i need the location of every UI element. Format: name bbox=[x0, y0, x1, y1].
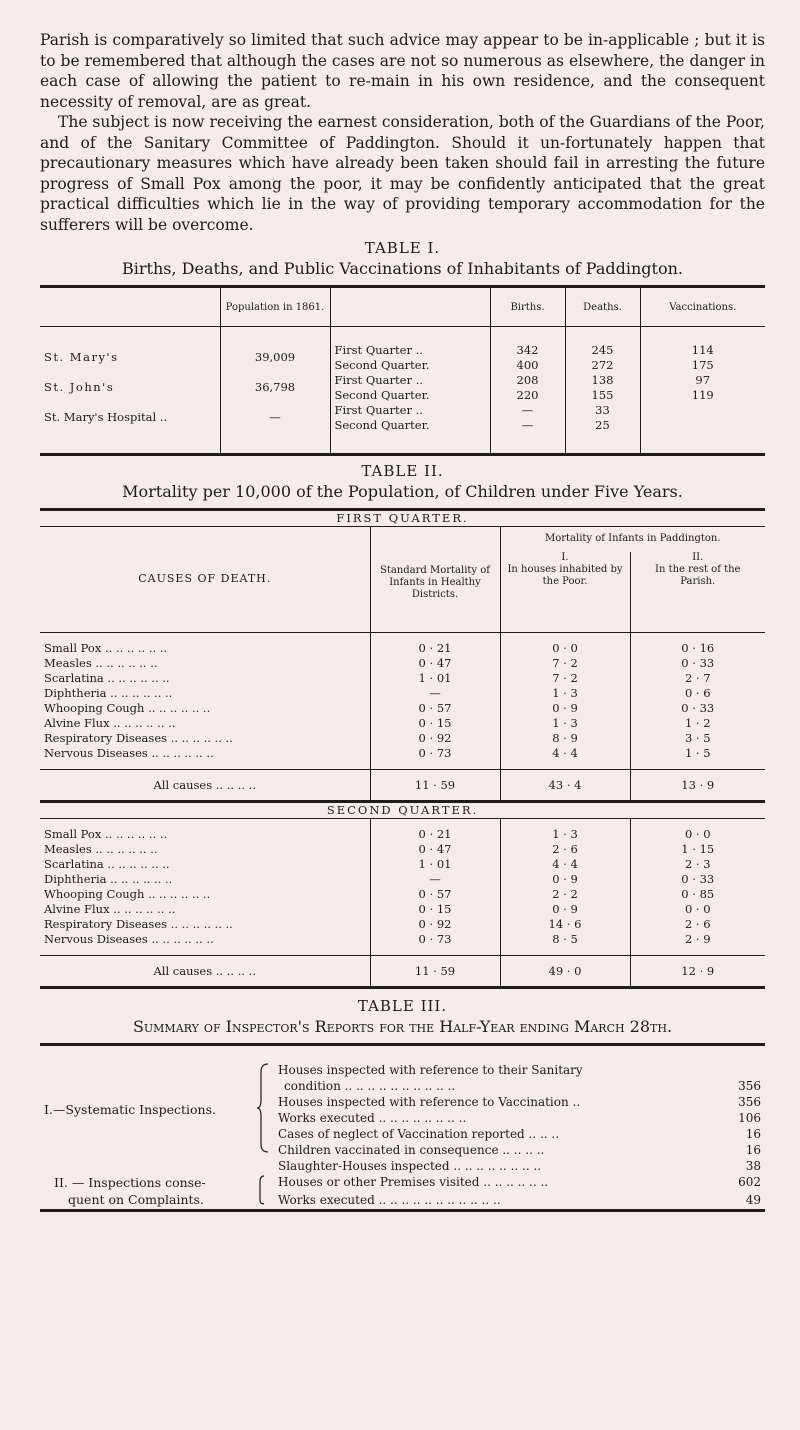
t2-header-col-ii bbox=[630, 552, 765, 632]
t1-population: 39,009 bbox=[220, 342, 330, 372]
t2-cause: Nervous Diseases .. .. .. .. .. .. bbox=[44, 746, 214, 760]
total-row bbox=[40, 955, 765, 987]
t2-header-ii: In the rest of the Parish. bbox=[655, 564, 741, 587]
table-row bbox=[40, 857, 765, 872]
t2-cause: Small Pox .. .. .. .. .. .. bbox=[44, 827, 168, 841]
t1-place: St. John's bbox=[44, 380, 115, 394]
t3-group1-label: I.—Systematic Inspections. bbox=[44, 1102, 216, 1117]
t2-cause: Whooping Cough .. .. .. .. .. .. bbox=[44, 887, 211, 901]
paragraph-1: Parish is comparatively so limited that such advice may appear to be in-applicable ; but it is to be remembered that although the cases are not so numerous as elsewhere, the danger in each case of allowing the patient to re-main in his own residence, and the consequent necessity of removal, are as great. bbox=[40, 31, 765, 111]
table-row bbox=[40, 842, 765, 857]
t2-cause: Nervous Diseases .. .. .. .. .. .. bbox=[44, 932, 214, 946]
t1-vacc: 114 bbox=[640, 342, 765, 357]
t1-vacc: 97 bbox=[640, 372, 765, 387]
t1-births: — bbox=[490, 417, 565, 432]
t2-rest: 2 · 6 bbox=[630, 917, 765, 932]
table1 bbox=[40, 285, 765, 456]
t1-deaths: 25 bbox=[565, 417, 640, 432]
t1-deaths: 138 bbox=[565, 372, 640, 387]
t2-rest: 0 · 85 bbox=[630, 887, 765, 902]
t2-standard: 0 · 57 bbox=[370, 887, 500, 902]
t2-cause: Measles .. .. .. .. .. .. bbox=[44, 656, 158, 670]
t3-value: 356 bbox=[738, 1078, 761, 1093]
t1-header-births: Births. bbox=[490, 287, 565, 327]
table-row bbox=[40, 372, 765, 387]
t1-header-population: Population in 1861. bbox=[220, 287, 330, 327]
t2-rest: 0 · 33 bbox=[630, 701, 765, 716]
table3-group2 bbox=[40, 1158, 765, 1211]
t3-item: Houses inspected with reference to Vaccination .. bbox=[278, 1094, 581, 1109]
t2-rest: 0 · 16 bbox=[630, 641, 765, 656]
t2-poor: 0 · 9 bbox=[500, 701, 630, 716]
t3-item: Slaughter-Houses inspected .. .. .. .. .. .. .. .. bbox=[278, 1158, 542, 1173]
t2-header-group: Mortality of Infants in Paddington. bbox=[500, 526, 765, 552]
t2-standard: 1 · 01 bbox=[370, 857, 500, 872]
t3-value: 16 bbox=[745, 1126, 761, 1141]
table-row bbox=[40, 686, 765, 701]
table2 bbox=[40, 508, 765, 989]
table-row bbox=[40, 342, 765, 357]
t1-deaths: 155 bbox=[565, 387, 640, 402]
t2-header-standard: Standard Mortality of Infants in Healthy Districts. bbox=[370, 526, 500, 632]
table3-title bbox=[40, 1016, 765, 1037]
table-row bbox=[40, 656, 765, 671]
t2-poor: 14 · 6 bbox=[500, 917, 630, 932]
t1-births: 220 bbox=[490, 387, 565, 402]
t2-total-label: All causes .. .. .. .. bbox=[40, 955, 370, 987]
t2-poor: 0 · 9 bbox=[500, 872, 630, 887]
t2-cause: Scarlatina .. .. .. .. .. .. bbox=[44, 857, 170, 871]
t3-item: Cases of neglect of Vaccination reported .. .. .. bbox=[278, 1126, 560, 1141]
table-row bbox=[40, 902, 765, 917]
t1-vacc: 175 bbox=[640, 357, 765, 372]
t2-standard: 0 · 73 bbox=[370, 746, 500, 761]
t1-period: Second Quarter. bbox=[330, 417, 490, 432]
t2-cause: Diphtheria .. .. .. .. .. .. bbox=[44, 872, 173, 886]
t2-header-ii-num: II. bbox=[692, 552, 704, 563]
table-row bbox=[40, 671, 765, 686]
t2-total-standard: 11 · 59 bbox=[370, 955, 500, 987]
page bbox=[40, 30, 765, 1212]
t2-poor: 1 · 3 bbox=[500, 827, 630, 842]
t2-cause: Respiratory Diseases .. .. .. .. .. .. bbox=[44, 917, 233, 931]
t1-period: First Quarter .. bbox=[330, 342, 490, 357]
t2-cause: Alvine Flux .. .. .. .. .. .. bbox=[44, 902, 176, 916]
table2-title: Mortality per 10,000 of the Population, of Children under Five Years. bbox=[122, 481, 683, 501]
t3-value: 38 bbox=[745, 1158, 761, 1173]
list-item bbox=[40, 1062, 765, 1078]
t1-population: 36,798 bbox=[220, 372, 330, 402]
t1-header-period bbox=[330, 287, 490, 327]
table-row bbox=[40, 887, 765, 902]
t2-rest: 3 · 5 bbox=[630, 731, 765, 746]
t2-header-i: In houses inhabited by the Poor. bbox=[507, 564, 623, 587]
t2-rest: 2 · 9 bbox=[630, 932, 765, 947]
table-row bbox=[40, 917, 765, 932]
t2-poor: 4 · 4 bbox=[500, 857, 630, 872]
table2-label: TABLE II. bbox=[361, 461, 444, 480]
list-item bbox=[40, 1174, 765, 1191]
t2-cause: Small Pox .. .. .. .. .. .. bbox=[44, 641, 168, 655]
t3-item: condition .. .. .. .. .. .. .. .. .. .. bbox=[284, 1078, 456, 1093]
table3 bbox=[40, 1043, 765, 1212]
table3-group1 bbox=[40, 1062, 765, 1158]
list-item bbox=[40, 1191, 765, 1210]
t2-standard: 0 · 47 bbox=[370, 656, 500, 671]
t2-standard: 0 · 15 bbox=[370, 902, 500, 917]
table-row bbox=[40, 701, 765, 716]
t1-header-blank bbox=[40, 287, 220, 327]
t1-place: St. Mary's Hospital .. bbox=[44, 410, 168, 424]
t1-period: Second Quarter. bbox=[330, 357, 490, 372]
t2-total-rest: 13 · 9 bbox=[630, 769, 765, 801]
t2-standard: 1 · 01 bbox=[370, 671, 500, 686]
table-row bbox=[40, 827, 765, 842]
t3-group2-label-b: quent on Complaints. bbox=[68, 1192, 204, 1208]
t3-value: 602 bbox=[738, 1175, 761, 1190]
t2-poor: 7 · 2 bbox=[500, 671, 630, 686]
t2-standard: 0 · 15 bbox=[370, 716, 500, 731]
t1-deaths: 272 bbox=[565, 357, 640, 372]
t2-total-poor: 43 · 4 bbox=[500, 769, 630, 801]
list-item bbox=[40, 1158, 765, 1174]
t3-value: 49 bbox=[745, 1192, 761, 1207]
t1-births: — bbox=[490, 402, 565, 417]
t1-period: First Quarter .. bbox=[330, 402, 490, 417]
total-row bbox=[40, 769, 765, 801]
t2-standard: 0 · 92 bbox=[370, 917, 500, 932]
table-row bbox=[40, 731, 765, 746]
t2-total-label: All causes .. .. .. .. bbox=[40, 769, 370, 801]
brace-icon bbox=[252, 1174, 274, 1211]
t2-cause: Alvine Flux .. .. .. .. .. .. bbox=[44, 716, 176, 730]
t2-standard: 0 · 73 bbox=[370, 932, 500, 947]
t2-rest: 2 · 7 bbox=[630, 671, 765, 686]
t1-header-deaths: Deaths. bbox=[565, 287, 640, 327]
t1-deaths: 245 bbox=[565, 342, 640, 357]
brace-icon bbox=[252, 1062, 274, 1158]
t2-header-causes: CAUSES OF DEATH. bbox=[40, 526, 370, 632]
table1-title: Births, Deaths, and Public Vaccinations of Inhabitants of Paddington. bbox=[122, 259, 683, 278]
t2-poor: 8 · 9 bbox=[500, 731, 630, 746]
t3-item: Houses or other Premises visited .. .. .. .. .. .. bbox=[278, 1175, 549, 1190]
t2-rest: 0 · 0 bbox=[630, 902, 765, 917]
t2-rest: 0 · 6 bbox=[630, 686, 765, 701]
t1-population: — bbox=[220, 402, 330, 432]
t3-value bbox=[715, 1062, 765, 1078]
t2-poor: 1 · 3 bbox=[500, 686, 630, 701]
t1-period: First Quarter .. bbox=[330, 372, 490, 387]
table-row bbox=[40, 746, 765, 761]
t2-rest: 1 · 2 bbox=[630, 716, 765, 731]
t2-poor: 2 · 6 bbox=[500, 842, 630, 857]
t2-poor: 0 · 9 bbox=[500, 902, 630, 917]
second-quarter-label: SECOND QUARTER. bbox=[40, 801, 765, 818]
t2-cause: Respiratory Diseases .. .. .. .. .. .. bbox=[44, 731, 233, 745]
t2-cause: Scarlatina .. .. .. .. .. .. bbox=[44, 671, 170, 685]
t3-item: Houses inspected with reference to their Sanitary bbox=[278, 1062, 583, 1077]
table3-label: TABLE III. bbox=[357, 996, 448, 1015]
t1-period: Second Quarter. bbox=[330, 387, 490, 402]
t2-poor: 4 · 4 bbox=[500, 746, 630, 761]
t2-total-rest: 12 · 9 bbox=[630, 955, 765, 987]
t2-cause: Measles .. .. .. .. .. .. bbox=[44, 842, 158, 856]
table-row bbox=[40, 872, 765, 887]
t1-vacc bbox=[640, 402, 765, 417]
t2-poor: 1 · 3 bbox=[500, 716, 630, 731]
t3-value: 356 bbox=[738, 1094, 761, 1109]
t2-standard: 0 · 47 bbox=[370, 842, 500, 857]
t2-header-i-num: I. bbox=[561, 552, 569, 563]
t2-poor: 7 · 2 bbox=[500, 656, 630, 671]
t3-group2-label-a: II. — Inspections conse- bbox=[54, 1174, 206, 1190]
table-row bbox=[40, 402, 765, 417]
t2-standard: 0 · 92 bbox=[370, 731, 500, 746]
t1-deaths: 33 bbox=[565, 402, 640, 417]
paragraph-2: The subject is now receiving the earnest consideration, both of the Guardians of the Poor, and of the Sanitary Committee of Paddington. Should it un-fortunately happen that precautionary measures which have already been taken should fail in arresting the future progress of Small Pox among the poor, it may be confidently anticipated that the great practical difficulties which lie in the way of providing temporary accommodation for the sufferers will be overcome. bbox=[40, 113, 765, 234]
t2-rest: 0 · 33 bbox=[630, 656, 765, 671]
first-quarter-label: FIRST QUARTER. bbox=[40, 509, 765, 526]
t2-rest: 1 · 15 bbox=[630, 842, 765, 857]
t2-total-poor: 49 · 0 bbox=[500, 955, 630, 987]
table-row bbox=[40, 932, 765, 947]
t1-vacc bbox=[640, 417, 765, 432]
t2-poor: 0 · 0 bbox=[500, 641, 630, 656]
t3-value: 16 bbox=[745, 1142, 761, 1157]
t2-rest: 0 · 33 bbox=[630, 872, 765, 887]
t1-births: 208 bbox=[490, 372, 565, 387]
t2-rest: 2 · 3 bbox=[630, 857, 765, 872]
t2-standard: — bbox=[370, 686, 500, 701]
t1-births: 400 bbox=[490, 357, 565, 372]
t3-item: Children vaccinated in consequence .. .. .. .. bbox=[278, 1142, 545, 1157]
t2-total-standard: 11 · 59 bbox=[370, 769, 500, 801]
t2-standard: 0 · 21 bbox=[370, 827, 500, 842]
t2-cause: Whooping Cough .. .. .. .. .. .. bbox=[44, 701, 211, 715]
t1-vacc: 119 bbox=[640, 387, 765, 402]
table-row bbox=[40, 716, 765, 731]
second-quarter-rows bbox=[40, 818, 765, 987]
t1-births: 342 bbox=[490, 342, 565, 357]
t2-standard: 0 · 57 bbox=[370, 701, 500, 716]
first-quarter-rows bbox=[40, 632, 765, 801]
table-row bbox=[40, 641, 765, 656]
t2-poor: 2 · 2 bbox=[500, 887, 630, 902]
t2-header-col-i bbox=[500, 552, 630, 632]
t3-value: 106 bbox=[738, 1110, 761, 1125]
table3-title-text: Summary of Inspector's Reports for the Half-Year ending March 28th. bbox=[132, 1016, 673, 1036]
t2-poor: 8 · 5 bbox=[500, 932, 630, 947]
t2-rest: 0 · 0 bbox=[630, 827, 765, 842]
t3-item: Works executed .. .. .. .. .. .. .. .. .. .. .. bbox=[278, 1192, 501, 1207]
t2-rest: 1 · 5 bbox=[630, 746, 765, 761]
t1-place: St. Mary's bbox=[44, 350, 119, 364]
t2-standard: 0 · 21 bbox=[370, 641, 500, 656]
t2-standard: — bbox=[370, 872, 500, 887]
t3-item: Works executed .. .. .. .. .. .. .. .. bbox=[278, 1110, 467, 1125]
t1-header-vaccinations: Vaccinations. bbox=[640, 287, 765, 327]
t2-cause: Diphtheria .. .. .. .. .. .. bbox=[44, 686, 173, 700]
table1-label: TABLE I. bbox=[364, 239, 441, 257]
